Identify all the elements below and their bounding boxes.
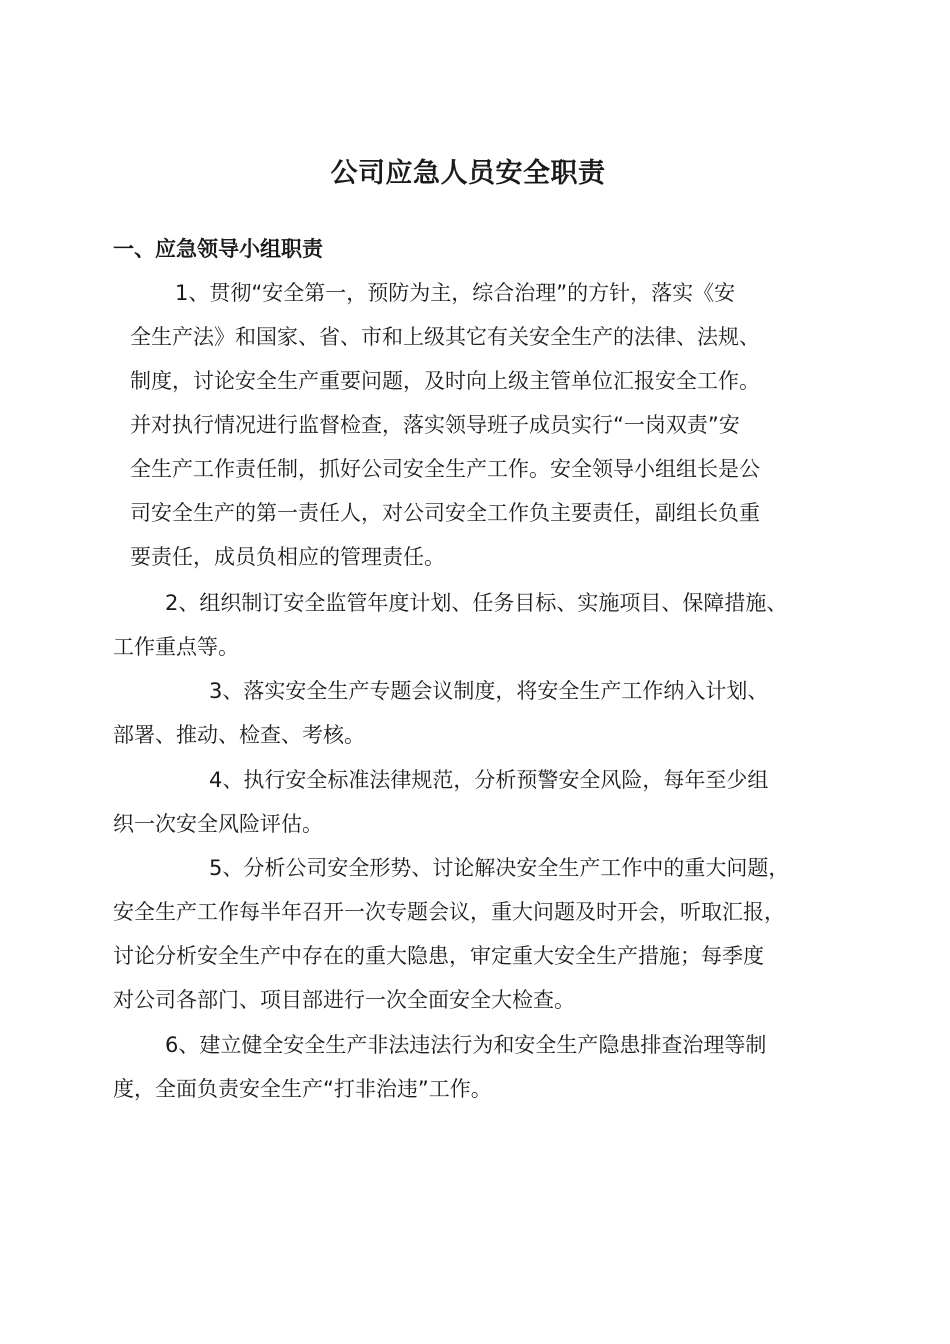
document-title: 公司应急人员安全职责 bbox=[330, 158, 606, 189]
paragraph-5-line-3: 讨论分析安全生产中存在的重大隐患，审定重大安全生产措施；每季度 bbox=[113, 944, 764, 968]
paragraph-1-line-4: 并对执行情况进行监督检查，落实领导班子成员实行“一岗双责”安 bbox=[130, 413, 740, 437]
paragraph-1-line-2: 全生产法》和国家、省、市和上级其它有关安全生产的法律、法规、 bbox=[130, 325, 760, 349]
paragraph-1-line-6: 司安全生产的第一责任人，对公司安全工作负主要责任，副组长负重 bbox=[130, 501, 760, 525]
paragraph-2-line-1: 2、组织制订安全监管年度计划、任务目标、实施项目、保障措施、 bbox=[165, 591, 788, 615]
paragraph-6-line-1: 6、建立健全安全生产非法违法行为和安全生产隐患排查治理等制 bbox=[165, 1033, 767, 1057]
paragraph-6-line-2: 度，全面负责安全生产“打非治违”工作。 bbox=[113, 1077, 492, 1101]
paragraph-5-line-2: 安全生产工作每半年召开一次专题会议，重大问题及时开会，听取汇报， bbox=[113, 900, 785, 924]
paragraph-1-line-5: 全生产工作责任制，抓好公司安全生产工作。安全领导小组组长是公 bbox=[130, 457, 760, 481]
paragraph-5-line-1: 5、分析公司安全形势、讨论解决安全生产工作中的重大问题， bbox=[209, 856, 790, 880]
paragraph-5-line-4: 对公司各部门、项目部进行一次全面安全大检查。 bbox=[113, 988, 575, 1012]
paragraph-1-line-7: 要责任，成员负相应的管理责任。 bbox=[130, 545, 445, 569]
paragraph-2-line-2: 工作重点等。 bbox=[113, 635, 239, 659]
paragraph-3-line-1: 3、落实安全生产专题会议制度，将安全生产工作纳入计划、 bbox=[209, 679, 769, 703]
paragraph-1-line-1: 1、贯彻“安全第一，预防为主，综合治理”的方针，落实《安 bbox=[175, 281, 736, 305]
paragraph-4-line-2: 织一次安全风险评估。 bbox=[113, 812, 323, 836]
paragraph-3-line-2: 部署、推动、检查、考核。 bbox=[113, 723, 365, 747]
section-heading: 一、应急领导小组职责 bbox=[113, 237, 323, 261]
paragraph-4-line-1: 4、执行安全标准法律规范，分析预警安全风险，每年至少组 bbox=[209, 768, 769, 792]
paragraph-1-line-3: 制度，讨论安全生产重要问题，及时向上级主管单位汇报安全工作。 bbox=[130, 369, 760, 393]
